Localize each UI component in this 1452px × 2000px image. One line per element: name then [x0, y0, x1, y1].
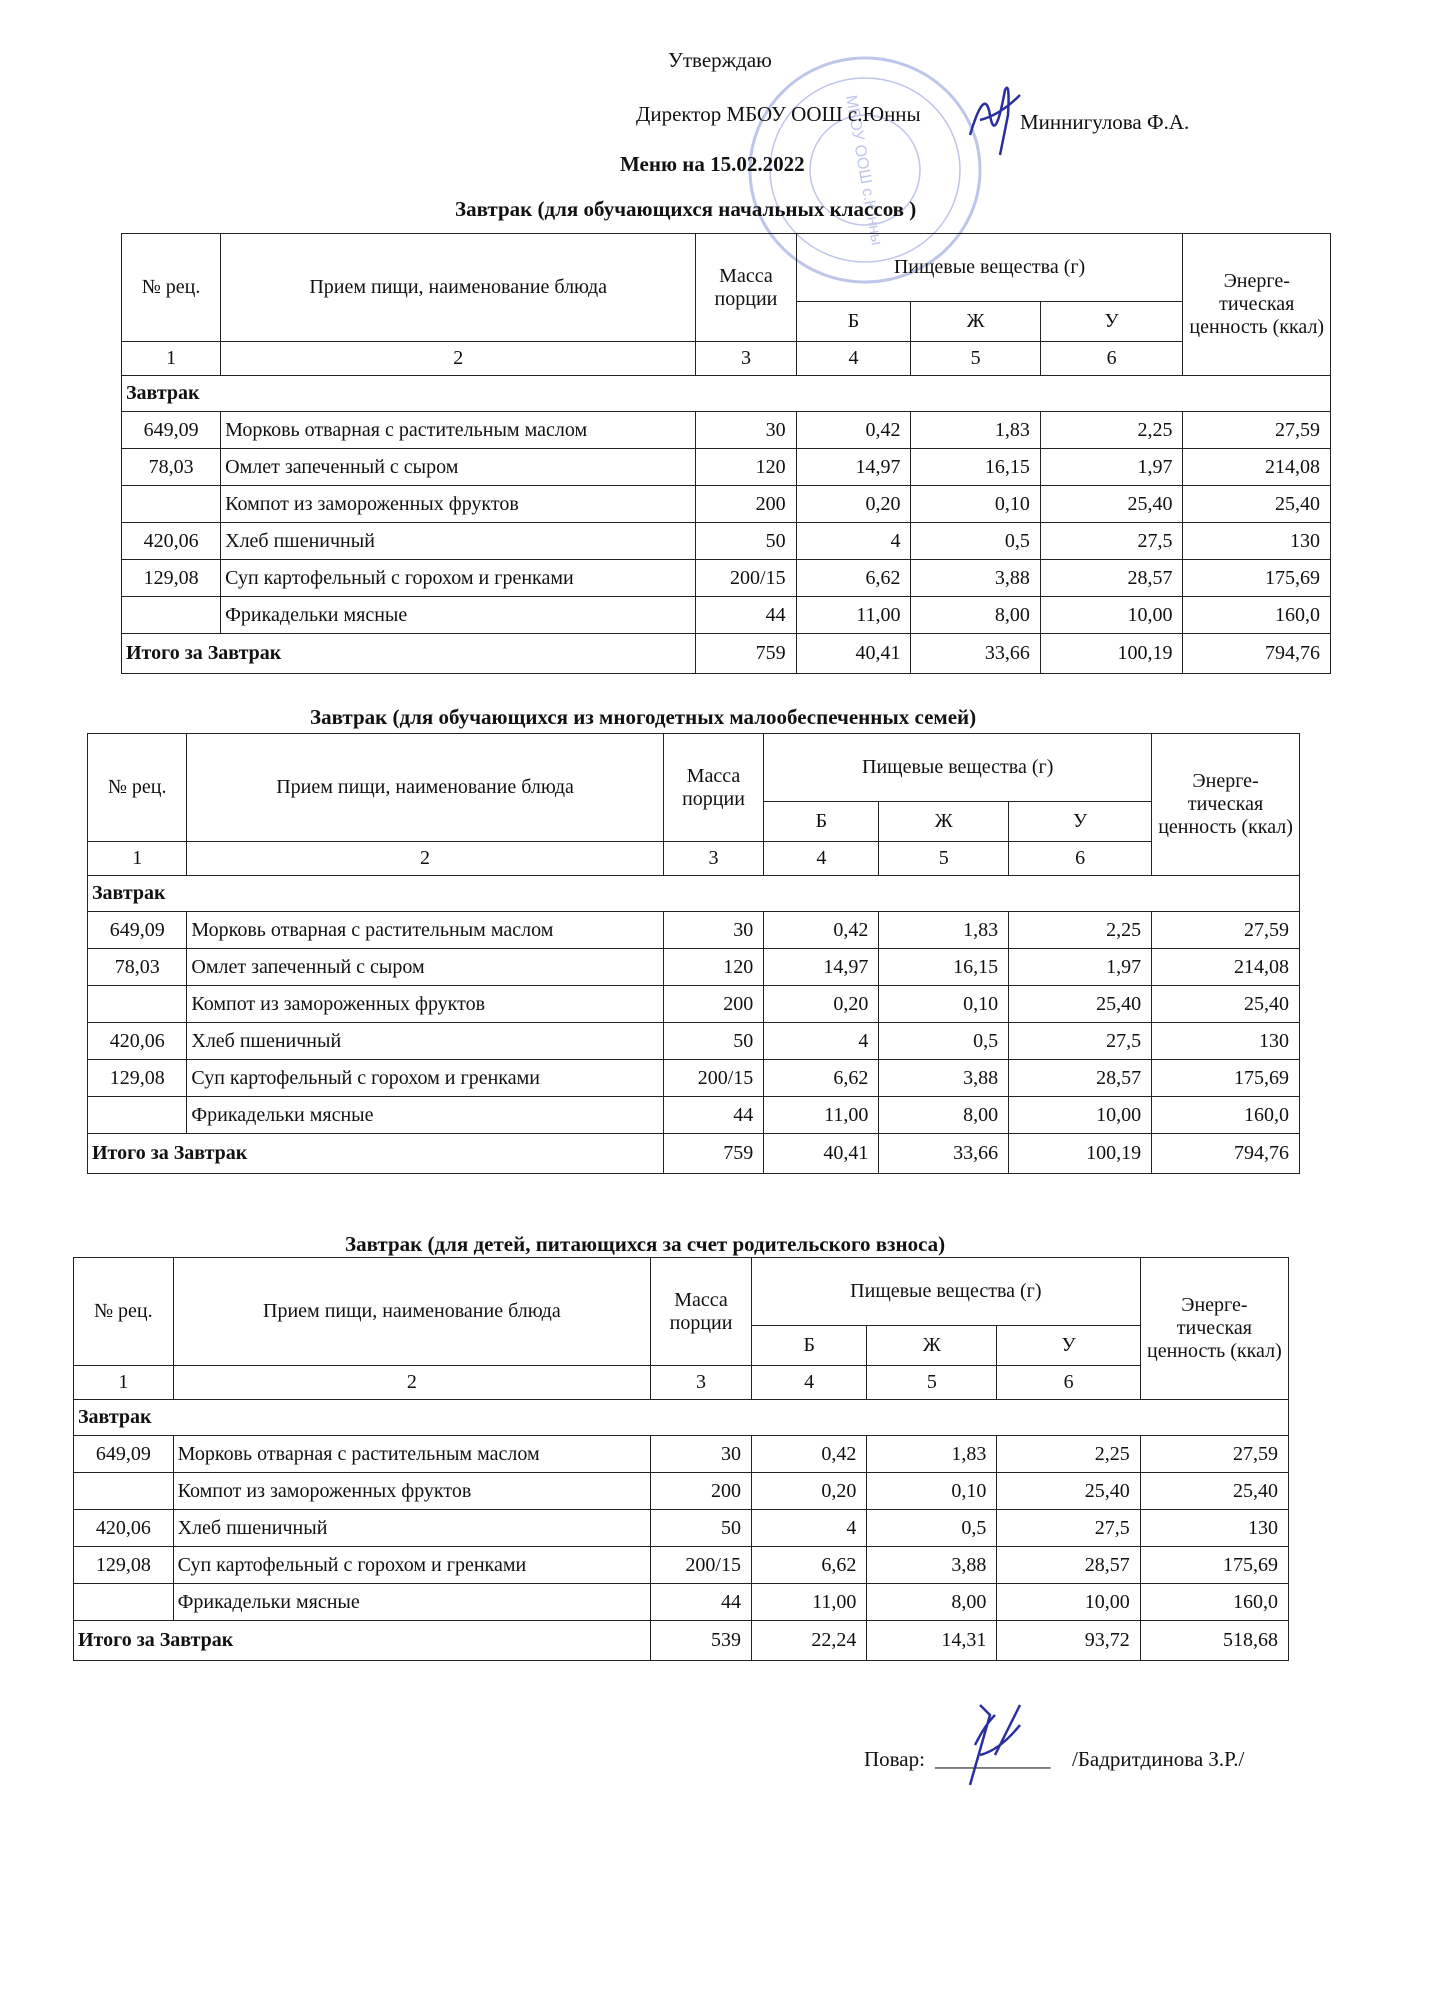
recipe-number: 420,06	[74, 1510, 174, 1547]
protein: 4	[764, 1023, 879, 1060]
recipe-number	[74, 1473, 174, 1510]
carbs: 28,57	[997, 1547, 1140, 1584]
fat: 3,88	[867, 1547, 997, 1584]
column-index: 3	[696, 342, 796, 376]
column-index: 5	[911, 342, 1040, 376]
table-row	[74, 1510, 1289, 1547]
energy: 27,59	[1183, 412, 1331, 449]
energy: 25,40	[1152, 986, 1300, 1023]
portion-mass: 120	[663, 949, 764, 986]
protein: 11,00	[764, 1097, 879, 1134]
column-index: 5	[867, 1366, 997, 1400]
column-index: 4	[751, 1366, 866, 1400]
section-label: Завтрак	[122, 376, 1331, 412]
dish-name: Компот из замороженных фруктов	[187, 986, 663, 1023]
fat: 0,10	[867, 1473, 997, 1510]
recipe-number	[74, 1584, 174, 1621]
recipe-number: 78,03	[122, 449, 221, 486]
header-protein: Б	[751, 1326, 866, 1366]
recipe-number: 420,06	[122, 523, 221, 560]
portion-mass: 30	[663, 912, 764, 949]
fat: 1,83	[911, 412, 1040, 449]
column-index: 4	[796, 342, 911, 376]
header-recipe-number: № рец.	[122, 234, 221, 342]
recipe-number: 129,08	[88, 1060, 187, 1097]
column-index: 5	[879, 842, 1009, 876]
total-label: Итого за Завтрак	[74, 1621, 651, 1661]
header-protein: Б	[796, 302, 911, 342]
carbs: 1,97	[1040, 449, 1183, 486]
energy: 160,0	[1140, 1584, 1288, 1621]
fat: 8,00	[867, 1584, 997, 1621]
header-energy: Энерге-тическая ценность (ккал)	[1140, 1258, 1288, 1400]
total-mass: 759	[663, 1134, 764, 1174]
carbs: 25,40	[1009, 986, 1152, 1023]
carbs: 2,25	[997, 1436, 1140, 1473]
header-fat: Ж	[911, 302, 1040, 342]
energy: 175,69	[1152, 1060, 1300, 1097]
column-index: 6	[1040, 342, 1183, 376]
table-row	[88, 1023, 1300, 1060]
dish-name: Компот из замороженных фруктов	[221, 486, 696, 523]
menu-table	[73, 1257, 1289, 1661]
header-energy: Энерге-тическая ценность (ккал)	[1152, 734, 1300, 876]
column-index: 1	[88, 842, 187, 876]
recipe-number	[88, 986, 187, 1023]
svg-text:МБОУ ООШ с.Юнны: МБОУ ООШ с.Юнны	[841, 93, 886, 247]
header-recipe-number: № рец.	[74, 1258, 174, 1366]
column-index: 3	[663, 842, 764, 876]
table-row	[122, 486, 1331, 523]
carbs: 1,97	[1009, 949, 1152, 986]
table-row	[88, 912, 1300, 949]
energy: 175,69	[1183, 560, 1331, 597]
carbs: 25,40	[997, 1473, 1140, 1510]
carbs: 10,00	[997, 1584, 1140, 1621]
energy: 27,59	[1140, 1436, 1288, 1473]
portion-mass: 30	[651, 1436, 752, 1473]
portion-mass: 44	[651, 1584, 752, 1621]
column-index: 6	[997, 1366, 1140, 1400]
recipe-number: 129,08	[122, 560, 221, 597]
table-row	[74, 1584, 1289, 1621]
fat: 3,88	[911, 560, 1040, 597]
column-index: 1	[74, 1366, 174, 1400]
fat: 16,15	[879, 949, 1009, 986]
header-portion-mass: Масса порции	[651, 1258, 752, 1366]
total-carbs: 100,19	[1040, 634, 1183, 674]
director-name: Миннигулова Ф.А.	[1020, 110, 1190, 134]
total-row	[74, 1621, 1289, 1661]
fat: 0,10	[911, 486, 1040, 523]
protein: 0,20	[764, 986, 879, 1023]
recipe-number	[88, 1097, 187, 1134]
fat: 1,83	[867, 1436, 997, 1473]
fat: 3,88	[879, 1060, 1009, 1097]
table-title: Завтрак (для детей, питающихся за счет родительского взноса)	[345, 1232, 946, 1256]
table-row	[122, 560, 1331, 597]
protein: 0,20	[751, 1473, 866, 1510]
energy: 214,08	[1152, 949, 1300, 986]
portion-mass: 50	[663, 1023, 764, 1060]
menu-table	[87, 733, 1300, 1174]
table-row	[122, 449, 1331, 486]
dish-name: Омлет запеченный с сыром	[187, 949, 663, 986]
dish-name: Суп картофельный с горохом и гренками	[173, 1547, 651, 1584]
header-protein: Б	[764, 802, 879, 842]
column-index: 2	[187, 842, 663, 876]
energy: 130	[1152, 1023, 1300, 1060]
column-index: 2	[173, 1366, 651, 1400]
protein: 11,00	[796, 597, 911, 634]
cook-signature	[950, 1695, 1030, 1790]
dish-name: Фрикадельки мясные	[173, 1584, 651, 1621]
portion-mass: 200/15	[663, 1060, 764, 1097]
portion-mass: 50	[651, 1510, 752, 1547]
portion-mass: 120	[696, 449, 796, 486]
total-carbs: 93,72	[997, 1621, 1140, 1661]
carbs: 28,57	[1040, 560, 1183, 597]
total-row	[88, 1134, 1300, 1174]
cook-label: Повар:	[864, 1747, 925, 1771]
protein: 0,42	[764, 912, 879, 949]
fat: 1,83	[879, 912, 1009, 949]
header-fat: Ж	[867, 1326, 997, 1366]
dish-name: Суп картофельный с горохом и гренками	[221, 560, 696, 597]
portion-mass: 30	[696, 412, 796, 449]
header-energy: Энерге-тическая ценность (ккал)	[1183, 234, 1331, 376]
total-energy: 794,76	[1152, 1134, 1300, 1174]
protein: 6,62	[764, 1060, 879, 1097]
protein: 0,42	[751, 1436, 866, 1473]
total-row	[122, 634, 1331, 674]
dish-name: Морковь отварная с растительным маслом	[187, 912, 663, 949]
energy: 130	[1140, 1510, 1288, 1547]
energy: 25,40	[1183, 486, 1331, 523]
fat: 0,10	[879, 986, 1009, 1023]
header-portion-mass: Масса порции	[663, 734, 764, 842]
portion-mass: 44	[696, 597, 796, 634]
dish-name: Хлеб пшеничный	[173, 1510, 651, 1547]
header-dish-name: Прием пищи, наименование блюда	[221, 234, 696, 342]
header-fat: Ж	[879, 802, 1009, 842]
carbs: 27,5	[1009, 1023, 1152, 1060]
table-title: Завтрак (для обучающихся начальных классов )	[455, 197, 917, 221]
total-label: Итого за Завтрак	[122, 634, 696, 674]
table-row	[122, 523, 1331, 560]
recipe-number: 78,03	[88, 949, 187, 986]
carbs: 28,57	[1009, 1060, 1152, 1097]
director-title: Директор МБОУ ООШ с.Юнны	[636, 102, 921, 126]
column-index: 6	[1009, 842, 1152, 876]
energy: 214,08	[1183, 449, 1331, 486]
total-energy: 518,68	[1140, 1621, 1288, 1661]
portion-mass: 200/15	[696, 560, 796, 597]
dish-name: Хлеб пшеничный	[187, 1023, 663, 1060]
fat: 8,00	[879, 1097, 1009, 1134]
carbs: 27,5	[1040, 523, 1183, 560]
dish-name: Фрикадельки мясные	[221, 597, 696, 634]
table-row	[74, 1473, 1289, 1510]
protein: 4	[796, 523, 911, 560]
total-mass: 759	[696, 634, 796, 674]
portion-mass: 44	[663, 1097, 764, 1134]
dish-name: Компот из замороженных фруктов	[173, 1473, 651, 1510]
dish-name: Морковь отварная с растительным маслом	[221, 412, 696, 449]
table-row	[88, 949, 1300, 986]
carbs: 10,00	[1009, 1097, 1152, 1134]
recipe-number: 129,08	[74, 1547, 174, 1584]
recipe-number	[122, 597, 221, 634]
total-energy: 794,76	[1183, 634, 1331, 674]
dish-name: Суп картофельный с горохом и гренками	[187, 1060, 663, 1097]
section-label: Завтрак	[74, 1400, 1289, 1436]
protein: 14,97	[764, 949, 879, 986]
menu-date: Меню на 15.02.2022	[620, 152, 805, 176]
carbs: 2,25	[1040, 412, 1183, 449]
total-carbs: 100,19	[1009, 1134, 1152, 1174]
column-index: 3	[651, 1366, 752, 1400]
header-nutrients: Пищевые вещества (г)	[751, 1258, 1140, 1326]
protein: 0,42	[796, 412, 911, 449]
cook-signature-line: ___________	[935, 1747, 1051, 1771]
dish-name: Морковь отварная с растительным маслом	[173, 1436, 651, 1473]
table-row	[122, 597, 1331, 634]
total-protein: 40,41	[796, 634, 911, 674]
energy: 130	[1183, 523, 1331, 560]
menu-table	[121, 233, 1331, 674]
portion-mass: 200	[663, 986, 764, 1023]
header-portion-mass: Масса порции	[696, 234, 796, 342]
portion-mass: 200/15	[651, 1547, 752, 1584]
cook-name: /Бадритдинова З.Р./	[1072, 1747, 1245, 1771]
total-mass: 539	[651, 1621, 752, 1661]
table-row	[74, 1547, 1289, 1584]
approve-label: Утверждаю	[668, 48, 772, 72]
carbs: 10,00	[1040, 597, 1183, 634]
carbs: 27,5	[997, 1510, 1140, 1547]
table-row	[88, 1097, 1300, 1134]
protein: 6,62	[796, 560, 911, 597]
fat: 8,00	[911, 597, 1040, 634]
fat: 0,5	[911, 523, 1040, 560]
header-carbs: У	[1040, 302, 1183, 342]
table-title: Завтрак (для обучающихся из многодетных малообеспеченных семей)	[310, 705, 977, 729]
protein: 0,20	[796, 486, 911, 523]
recipe-number	[122, 486, 221, 523]
header-carbs: У	[1009, 802, 1152, 842]
header-carbs: У	[997, 1326, 1140, 1366]
header-nutrients: Пищевые вещества (г)	[764, 734, 1152, 802]
energy: 175,69	[1140, 1547, 1288, 1584]
energy: 27,59	[1152, 912, 1300, 949]
header-dish-name: Прием пищи, наименование блюда	[187, 734, 663, 842]
section-label: Завтрак	[88, 876, 1300, 912]
fat: 0,5	[879, 1023, 1009, 1060]
table-row	[88, 986, 1300, 1023]
carbs: 25,40	[1040, 486, 1183, 523]
header-recipe-number: № рец.	[88, 734, 187, 842]
portion-mass: 200	[696, 486, 796, 523]
recipe-number: 649,09	[122, 412, 221, 449]
energy: 160,0	[1152, 1097, 1300, 1134]
dish-name: Хлеб пшеничный	[221, 523, 696, 560]
dish-name: Омлет запеченный с сыром	[221, 449, 696, 486]
energy: 160,0	[1183, 597, 1331, 634]
total-fat: 14,31	[867, 1621, 997, 1661]
portion-mass: 50	[696, 523, 796, 560]
energy: 25,40	[1140, 1473, 1288, 1510]
table-row	[88, 1060, 1300, 1097]
recipe-number: 420,06	[88, 1023, 187, 1060]
protein: 14,97	[796, 449, 911, 486]
column-index: 4	[764, 842, 879, 876]
header-dish-name: Прием пищи, наименование блюда	[173, 1258, 651, 1366]
column-index: 2	[221, 342, 696, 376]
total-label: Итого за Завтрак	[88, 1134, 664, 1174]
total-fat: 33,66	[879, 1134, 1009, 1174]
protein: 4	[751, 1510, 866, 1547]
protein: 6,62	[751, 1547, 866, 1584]
total-protein: 22,24	[751, 1621, 866, 1661]
total-protein: 40,41	[764, 1134, 879, 1174]
header-nutrients: Пищевые вещества (г)	[796, 234, 1183, 302]
fat: 0,5	[867, 1510, 997, 1547]
fat: 16,15	[911, 449, 1040, 486]
column-index: 1	[122, 342, 221, 376]
portion-mass: 200	[651, 1473, 752, 1510]
dish-name: Фрикадельки мясные	[187, 1097, 663, 1134]
carbs: 2,25	[1009, 912, 1152, 949]
protein: 11,00	[751, 1584, 866, 1621]
recipe-number: 649,09	[74, 1436, 174, 1473]
table-row	[74, 1436, 1289, 1473]
total-fat: 33,66	[911, 634, 1040, 674]
recipe-number: 649,09	[88, 912, 187, 949]
table-row	[122, 412, 1331, 449]
